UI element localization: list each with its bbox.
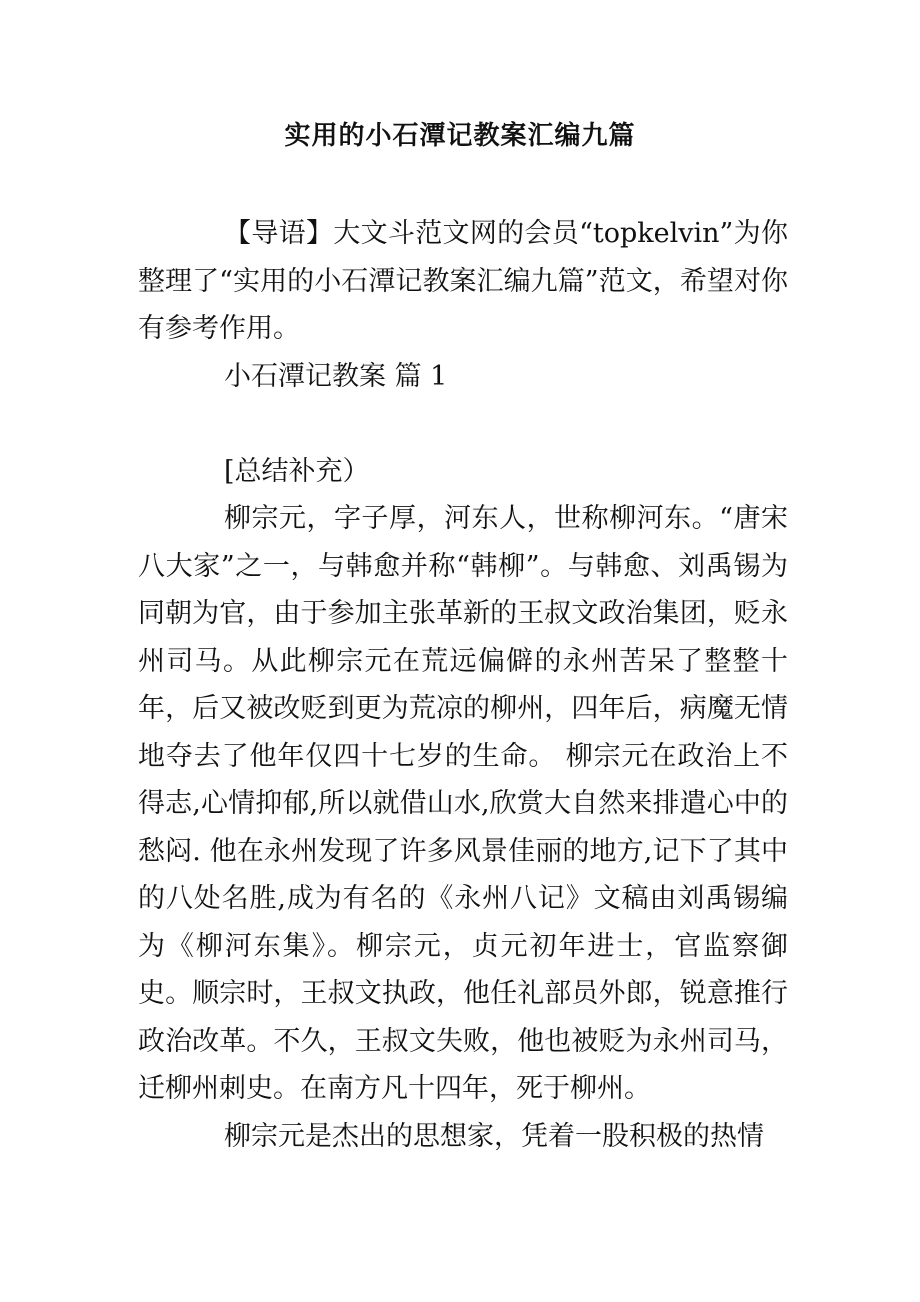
body-paragraph: 柳宗元是杰出的思想家，凭着一股积极的热情 bbox=[224, 1120, 764, 1152]
document-title: 实用的小石潭记教案汇编九篇 bbox=[284, 121, 636, 151]
spacer bbox=[138, 400, 788, 448]
intro-paragraph: 【导语】大文斗范文网的会员“topkelvin”为你整理了“实用的小石潭记教案汇编九篇”范文，希望对你有参考作用。 bbox=[138, 218, 788, 344]
document-body bbox=[138, 210, 788, 1160]
summary-label: [总结补充） bbox=[224, 455, 370, 487]
body-paragraph: 柳宗元，字子厚，河东人，世称柳河东。“唐宋八大家”之一，与韩愈并称“韩柳”。与韩愈、刘禹锡为同朝为官，由于参加主张革新的王叔文政治集团，贬永州司马。从此柳宗元在荒远偏僻的永州苦呆了整整十年，后又被改贬到更为荒凉的柳州，四年后，病魔无情地夺去了他年仅四十七岁的生命。 柳宗元在政治上不得志,心情抑郁,所以就借山水,欣赏大自然来排遣心中的愁闷. 他在永州发现了许多风景佳丽的地方,记下了其中的八处名胜,成为有名的《永州八记》文稿由刘禹锡编为《柳河东集》。柳宗元，贞元初年进士，官监察御史。顺宗时，王叔文执政，他任礼部员外郎，锐意推行政治改革。不久，王叔文失败，他也被贬为永州司马，迁柳州刺史。在南方凡十四年，死于柳州。 bbox=[138, 503, 788, 1104]
section-heading: 小石潭记教案 篇 1 bbox=[224, 360, 448, 392]
